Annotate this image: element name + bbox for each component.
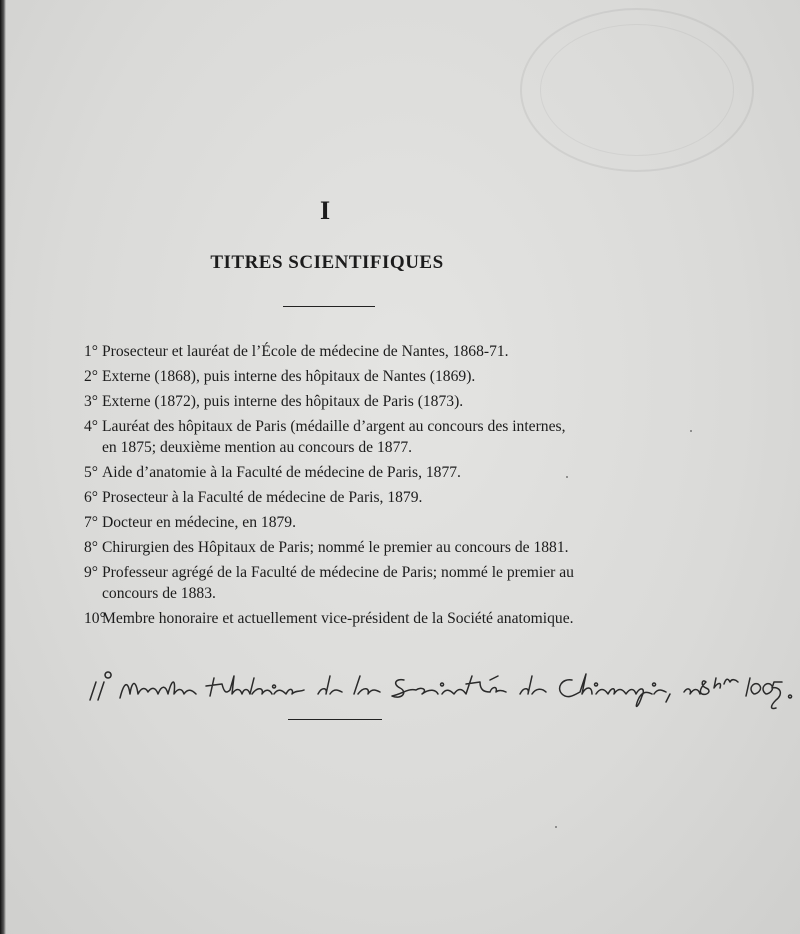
paper-speck: [566, 476, 568, 478]
handwritten-annotation: [86, 664, 800, 716]
item-text: Prosecteur à la Faculté de médecine de Paris, 1879.: [102, 489, 423, 506]
list-item: [84, 512, 584, 533]
item-number: 1°: [84, 343, 99, 360]
list-item: [84, 608, 584, 629]
item-text: Externe (1872), puis interne des hôpitaux de Paris (1873).: [102, 393, 464, 410]
titles-list: [84, 341, 584, 633]
library-stamp: [520, 8, 754, 172]
item-text: Externe (1868), puis interne des hôpitaux de Nantes (1869).: [102, 368, 476, 385]
item-text: Lauréat des hôpitaux de Paris (médaille d’argent au concours des internes, en 1875; deuxième mention au concours de 1877.: [102, 418, 566, 456]
list-item: [84, 462, 584, 483]
list-item: [84, 366, 584, 387]
item-text: Professeur agrégé de la Faculté de médecine de Paris; nommé le premier au concours de 1883.: [102, 564, 574, 602]
item-number: 2°: [84, 368, 99, 385]
item-number: 10°: [84, 610, 106, 627]
list-item: [84, 391, 584, 412]
paper-speck: [690, 430, 692, 432]
item-text: Aide d’anatomie à la Faculté de médecine de Paris, 1877.: [102, 464, 461, 481]
item-number: 4°: [84, 418, 99, 435]
item-text: Docteur en médecine, en 1879.: [102, 514, 296, 531]
item-number: 7°: [84, 514, 99, 531]
list-item: [84, 341, 584, 362]
item-text: Membre honoraire et actuellement vice-président de la Société anatomique.: [102, 610, 574, 627]
list-item: [84, 487, 584, 508]
section-number: I: [319, 196, 331, 225]
item-number: 5°: [84, 464, 99, 481]
section-title: TITRES SCIENTIFIQUES: [210, 252, 444, 273]
book-spine-shadow: [0, 0, 6, 934]
paper-speck: [555, 826, 557, 828]
closing-divider: [288, 719, 382, 720]
item-number: 3°: [84, 393, 99, 410]
title-divider: [283, 306, 375, 307]
list-item: [84, 537, 584, 558]
list-item: [84, 562, 584, 604]
item-text: Chirurgien des Hôpitaux de Paris; nommé le premier au concours de 1881.: [102, 539, 569, 556]
item-text: Prosecteur et lauréat de l’École de médecine de Nantes, 1868-71.: [102, 343, 509, 360]
item-number: 6°: [84, 489, 99, 506]
item-number: 8°: [84, 539, 99, 556]
item-number: 9°: [84, 564, 99, 581]
list-item: [84, 416, 584, 458]
